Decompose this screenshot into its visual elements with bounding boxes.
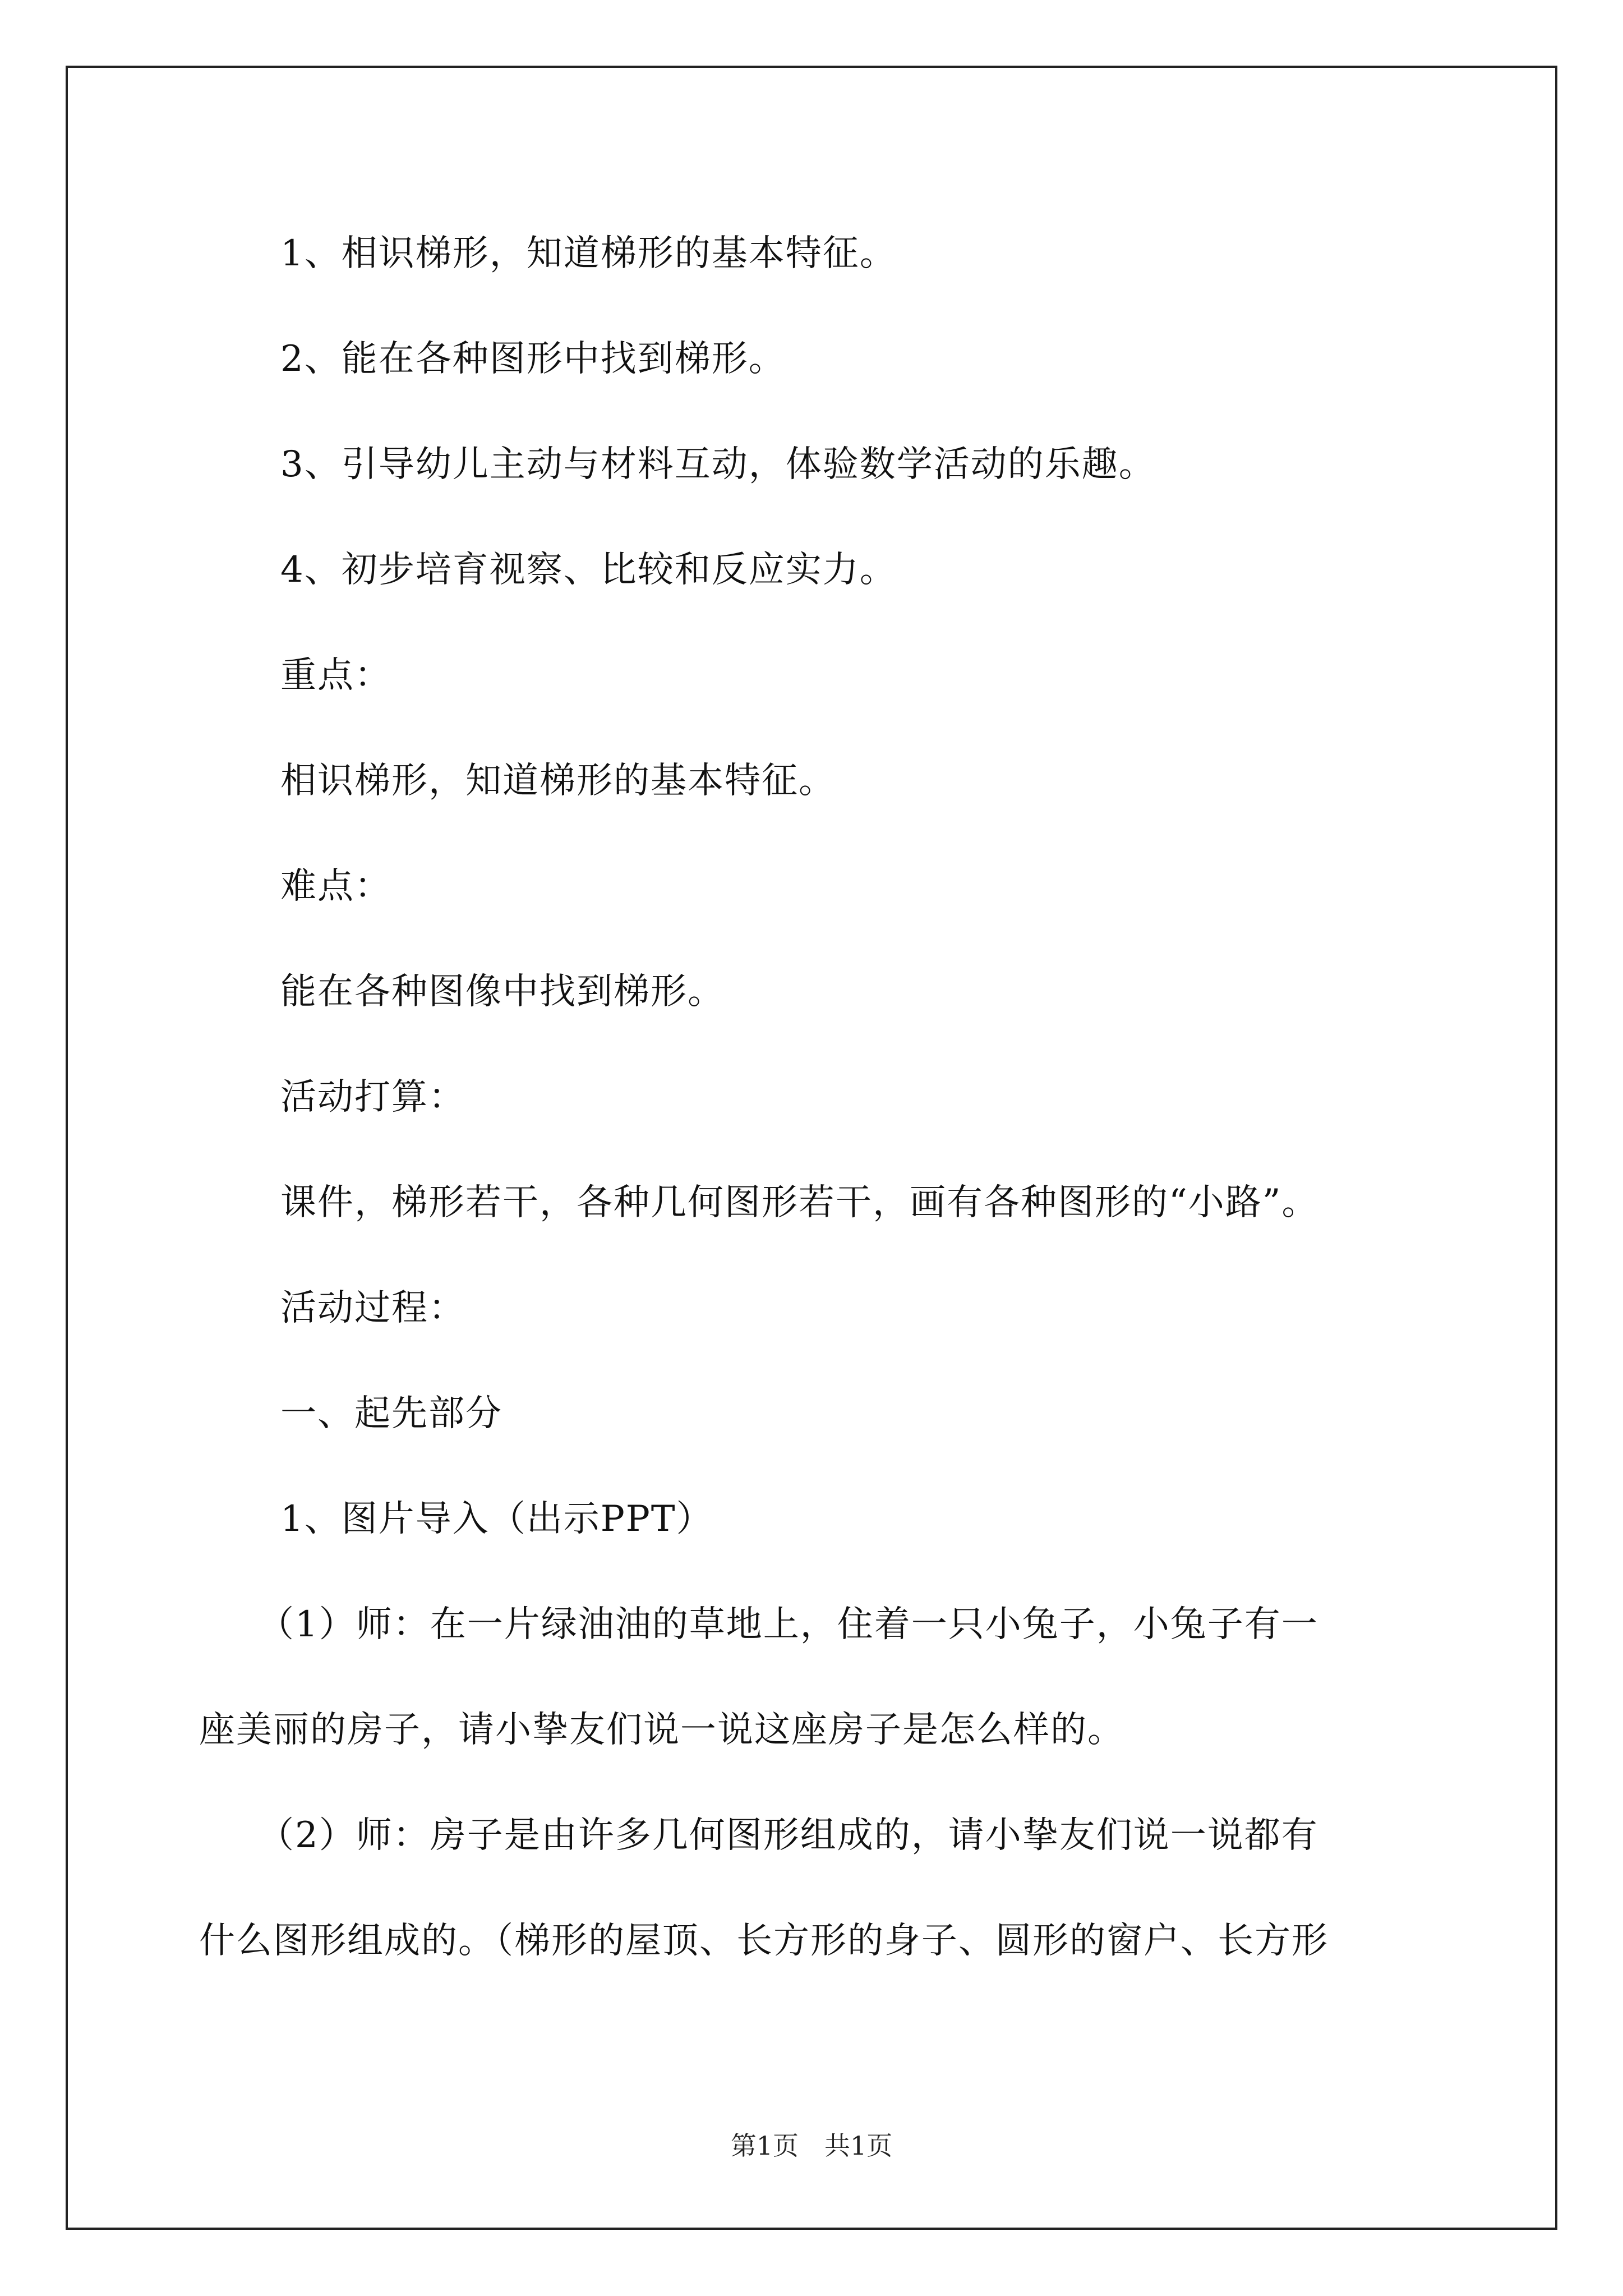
objective-2: 2、能在各种图形中找到梯形。 — [280, 338, 786, 380]
difficulty-text: 能在各种图像中找到梯形。 — [280, 971, 725, 1013]
paragraph-2-line-2: 什么图形组成的。（梯形的屋顶、长方形的身子、圆形的窗户、长方形 — [199, 1920, 1329, 1962]
preparation-heading: 活动打算： — [280, 1076, 465, 1118]
process-heading: 活动过程： — [280, 1287, 465, 1329]
step-heading: 1、图片导入（出示PPT） — [280, 1498, 713, 1540]
key-point-text: 相识梯形，知道梯形的基本特征。 — [280, 760, 836, 802]
page-footer: 第1页 共1页 — [730, 2131, 893, 2161]
key-point-heading: 重点： — [280, 655, 391, 696]
objective-3: 3、引导幼儿主动与材料互动，体验数学活动的乐趣。 — [280, 444, 1156, 485]
objective-4: 4、初步培育视察、比较和反应实力。 — [280, 549, 897, 591]
paragraph-1-line-2: 座美丽的房子，请小挚友们说一说这座房子是怎么样的。 — [199, 1709, 1124, 1751]
page-border — [66, 66, 1557, 2230]
objective-1: 1、相识梯形，知道梯形的基本特征。 — [280, 233, 897, 274]
difficulty-heading: 难点： — [280, 866, 391, 907]
section-heading: 一、起先部分 — [280, 1393, 502, 1434]
preparation-text: 课件，梯形若干，各种几何图形若干，画有各种图形的“小路”。 — [280, 1182, 1319, 1223]
paragraph-1-line-1: （1）师：在一片绿油油的草地上，住着一只小兔子，小兔子有一 — [258, 1604, 1318, 1645]
paragraph-2-line-1: （2）师：房子是由许多几何图形组成的，请小挚友们说一说都有 — [258, 1815, 1318, 1856]
